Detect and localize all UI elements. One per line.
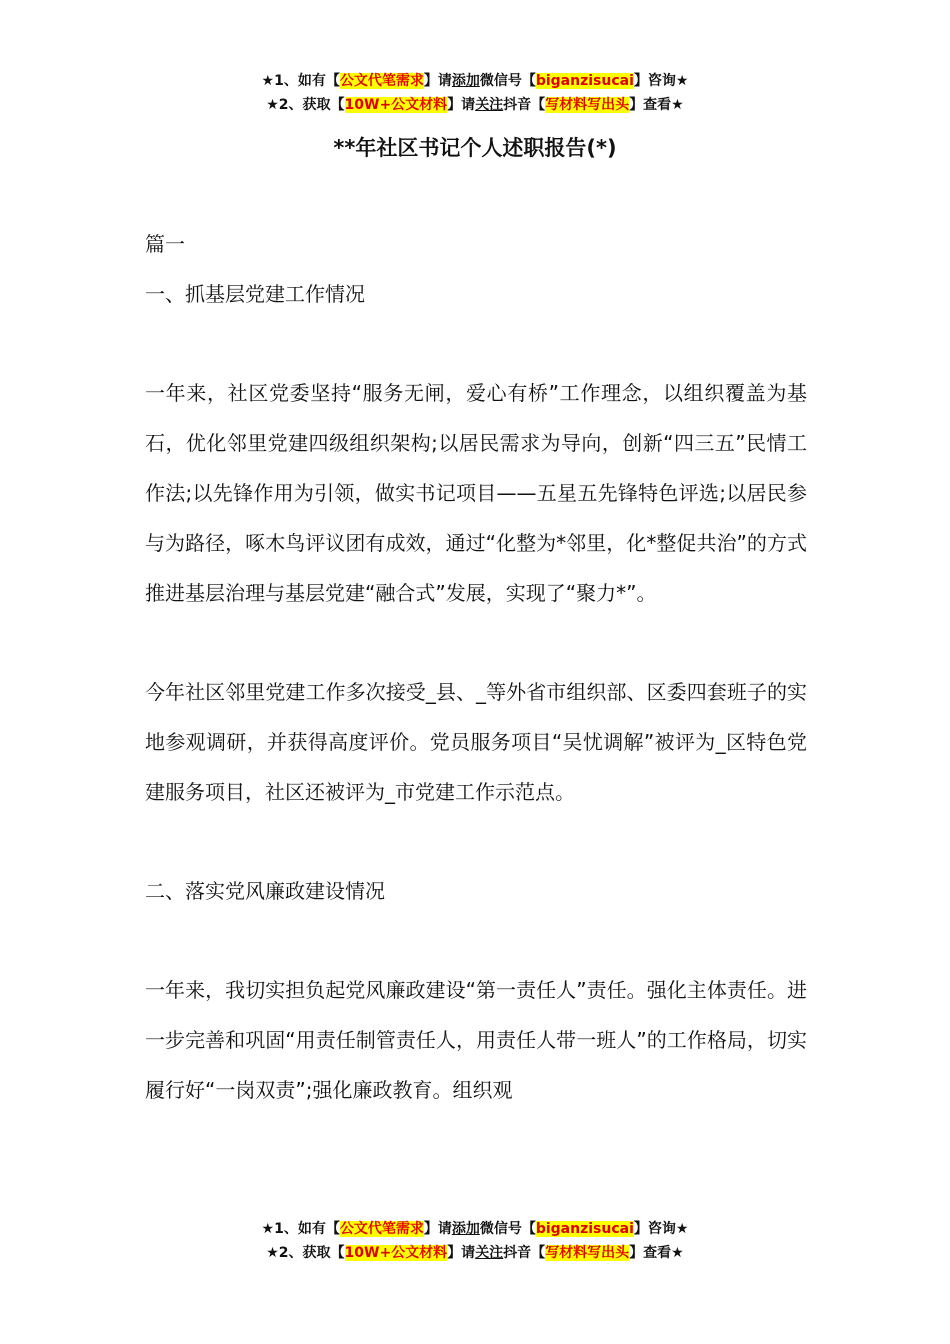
promo-text: 】请 [447, 97, 476, 113]
section-heading-2: 二、落实党风廉政建设情况 [145, 879, 385, 903]
promo-text: 】咨询★ [633, 1221, 689, 1237]
part-label: 篇一 [145, 232, 185, 256]
promo-banner-top [0, 69, 950, 117]
document-body [145, 219, 807, 1115]
promo-line-2 [0, 1241, 950, 1265]
promo-text: ★2、获取【 [266, 97, 345, 113]
section-heading-1: 一、抓基层党建工作情况 [145, 282, 365, 306]
promo-banner-bottom [0, 1217, 950, 1265]
promo-text: 】请 [447, 1245, 476, 1261]
promo-highlight: 写材料写出头 [545, 1245, 630, 1261]
promo-text: 】请 [423, 1221, 452, 1237]
promo-highlight: 公文代笔需求 [339, 1221, 424, 1237]
promo-text: 】咨询★ [633, 73, 689, 89]
paragraph-3: 一年来，我切实担负起党风廉政建设“第一责任人”责任。强化主体责任。进一步完善和巩固“用责任制管责任人，用责任人带一班人”的工作格局，切实履行好“一岗双责”;强化廉政教育。组织观 [145, 978, 807, 1102]
promo-underline: 添加 [451, 1221, 480, 1237]
paragraph-1: 一年来，社区党委坚持“服务无闸，爱心有桥”工作理念，以组织覆盖为基石，优化邻里党建四级组织架构;以居民需求为导向，创新“四三五”民情工作法;以先锋作用为引领，做实书记项目——五星五先锋特色评选;以居民参与为路径，啄木鸟评议团有成效，通过“化整为*邻里，化*整促共治”的方式推进基层治理与基层党建“融合式”发展，实现了“聚力*”。 [145, 381, 807, 605]
promo-underline: 关注 [475, 1245, 504, 1261]
promo-text: 】查看★ [629, 1245, 684, 1261]
paragraph-gap [145, 319, 807, 368]
promo-highlight: 写材料写出头 [545, 97, 630, 113]
promo-highlight: biganzisucai [535, 1221, 634, 1237]
promo-line-1 [0, 69, 950, 93]
promo-line-2 [0, 93, 950, 117]
promo-line-1 [0, 1217, 950, 1241]
promo-text: ★1、如有【 [261, 73, 340, 89]
promo-highlight: 公文代笔需求 [339, 73, 424, 89]
paragraph-gap [145, 618, 807, 667]
promo-highlight: biganzisucai [535, 73, 634, 89]
promo-highlight: 10W+公文材料 [344, 1245, 448, 1261]
promo-underline: 关注 [475, 97, 504, 113]
promo-text: ★1、如有【 [261, 1221, 340, 1237]
promo-text: 微信号【 [479, 1221, 536, 1237]
paragraph-2: 今年社区邻里党建工作多次接受_县、_等外省市组织部、区委四套班子的实地参观调研，并获得高度评价。党员服务项目“吴忧调解”被评为_区特色党建服务项目，社区还被评为_市党建工作示范点。 [145, 680, 807, 804]
paragraph-gap [145, 916, 807, 965]
promo-text: ★2、获取【 [266, 1245, 345, 1261]
promo-text: 】请 [423, 73, 452, 89]
promo-text: 抖音【 [503, 97, 546, 113]
paragraph-gap [145, 817, 807, 866]
promo-highlight: 10W+公文材料 [344, 97, 448, 113]
document-title: **年社区书记个人述职报告(*) [333, 136, 617, 160]
promo-text: 】查看★ [629, 97, 684, 113]
promo-underline: 添加 [451, 73, 480, 89]
promo-text: 微信号【 [479, 73, 536, 89]
promo-text: 抖音【 [503, 1245, 546, 1261]
